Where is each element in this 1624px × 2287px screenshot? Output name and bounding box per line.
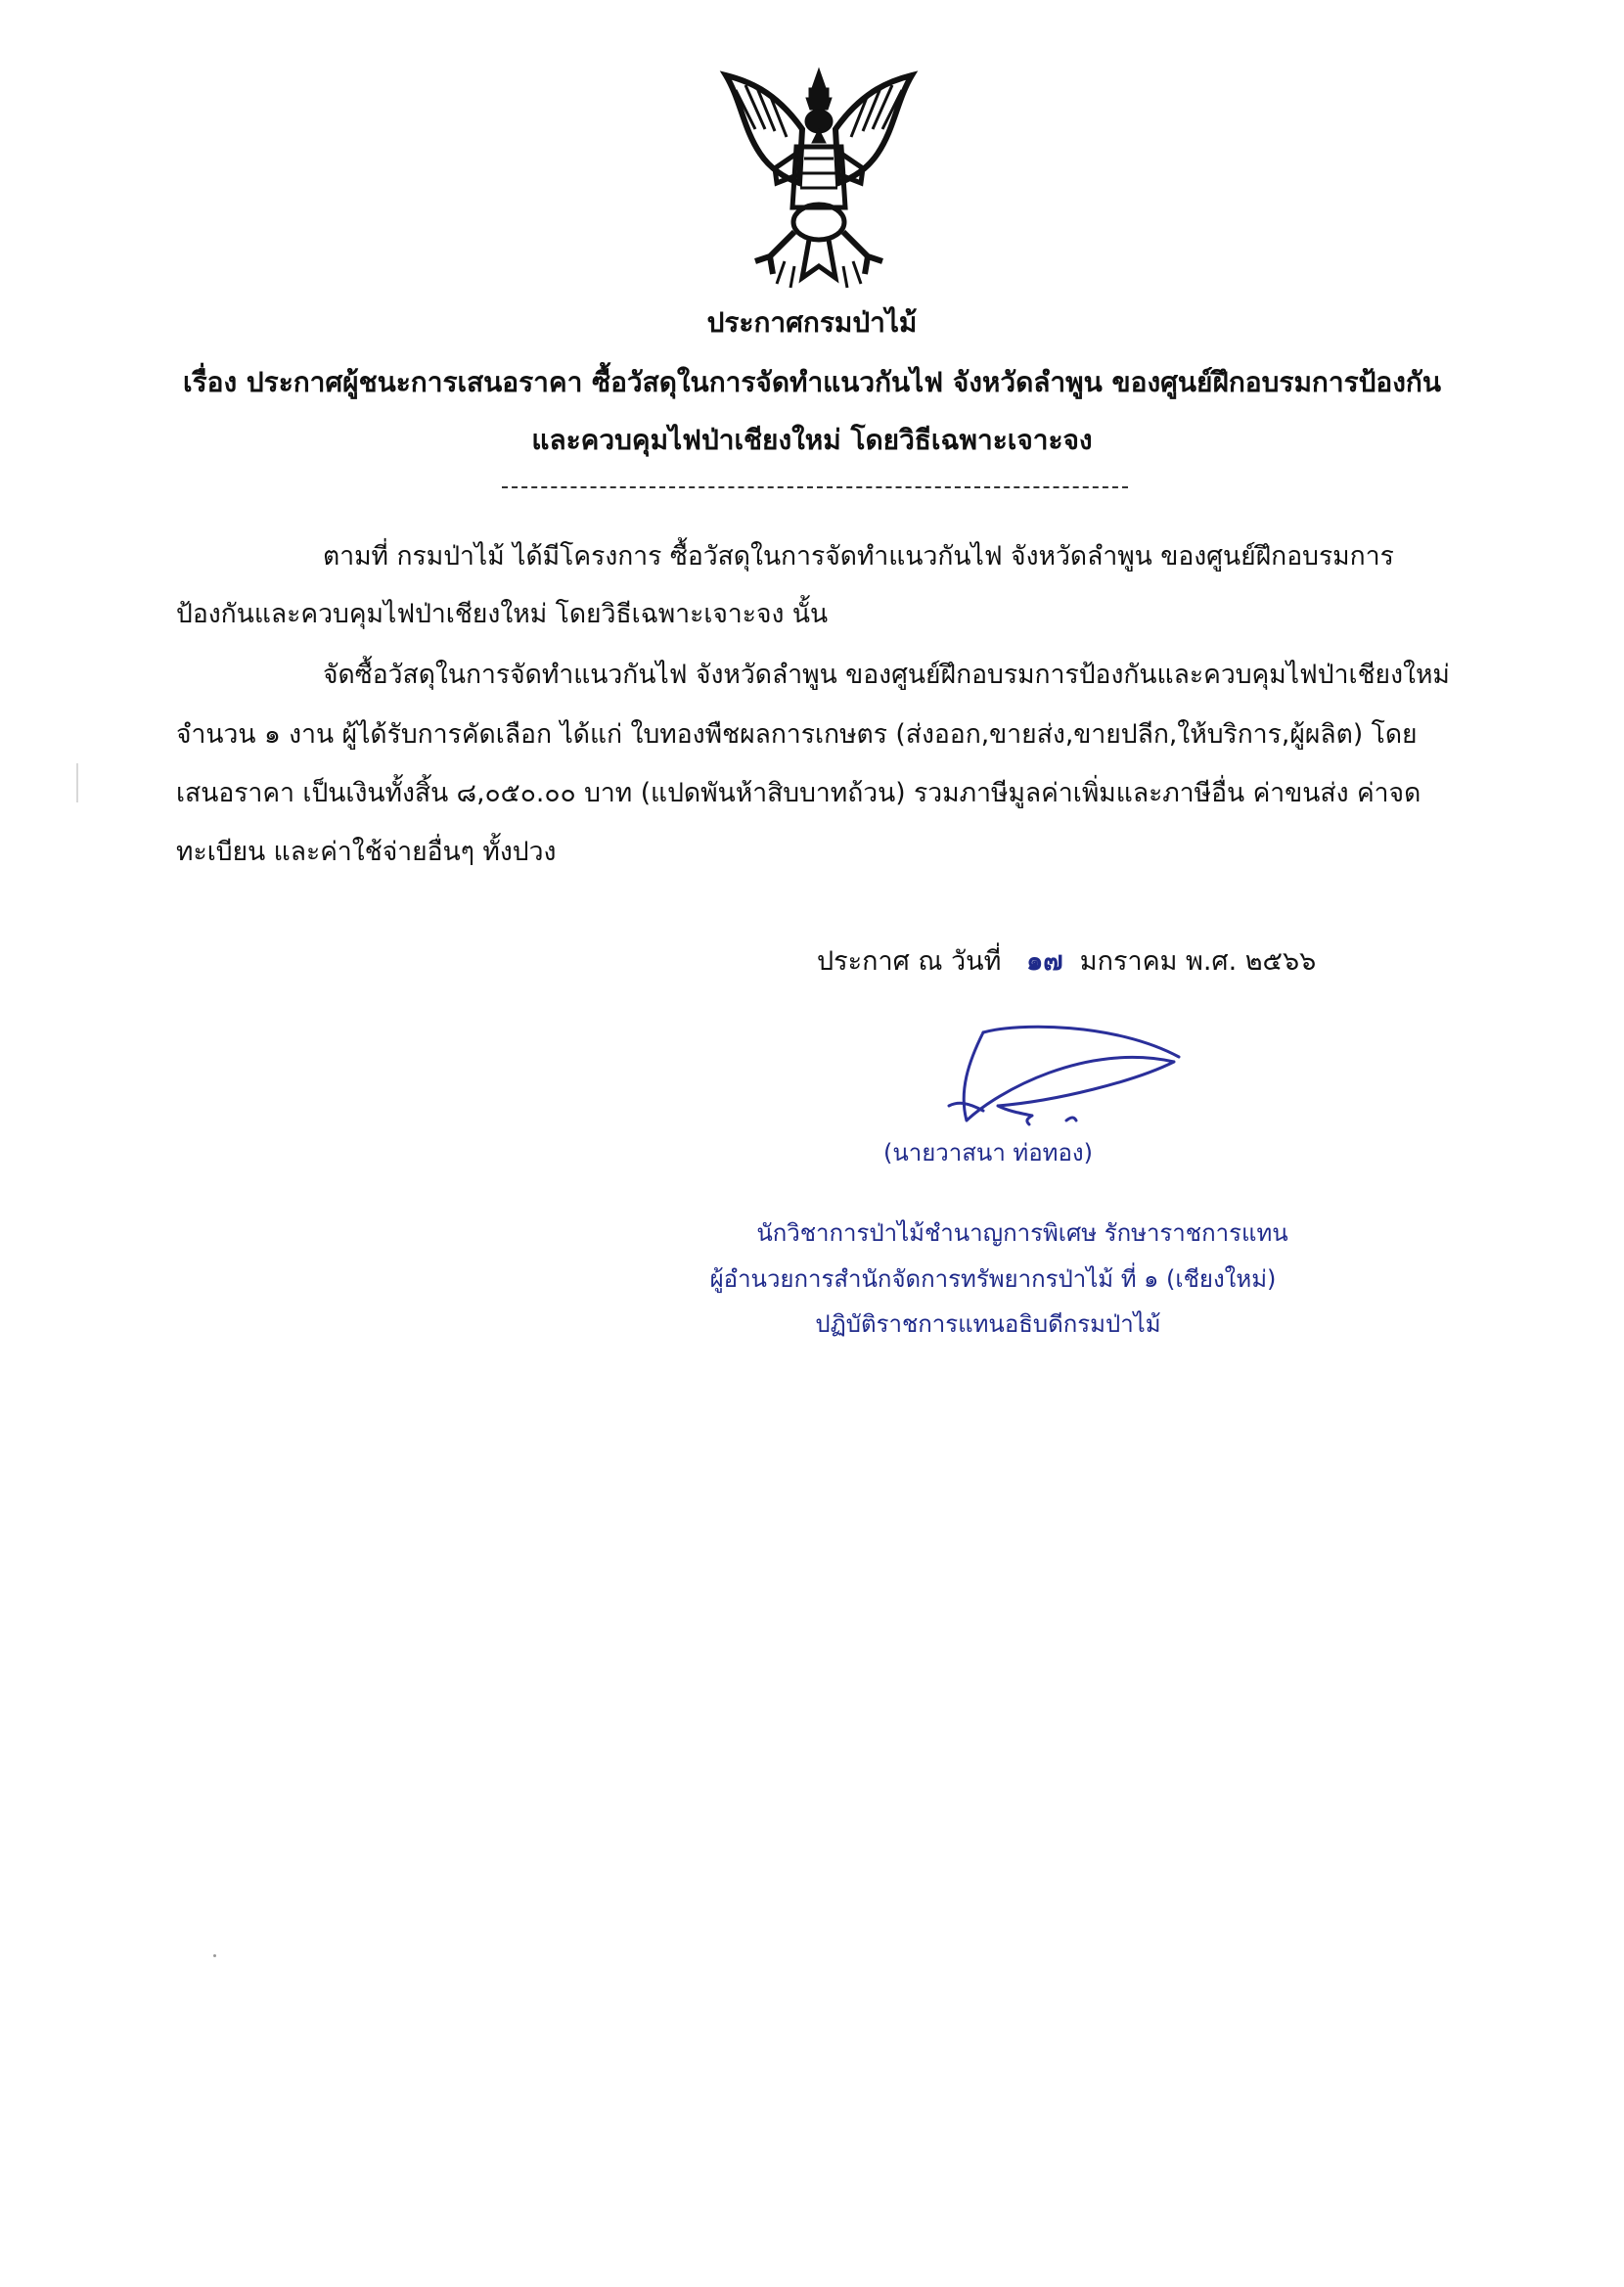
paragraph-1-line-1: ตามที่ กรมป่าไม้ ได้มีโครงการ ซื้อวัสดุในการจัดทำแนวกันไฟ จังหวัดลำพูน ของศูนย์ฝึกอบรมการ bbox=[323, 541, 1394, 572]
announcement-title: ประกาศกรมป่าไม้ bbox=[706, 306, 918, 339]
paragraph-1-line-2: ป้องกันและควบคุมไฟป่าเชียงใหม่ โดยวิธีเฉพาะเจาะจง นั้น bbox=[176, 599, 829, 629]
paragraph-2-line-2: จำนวน ๑ งาน ผู้ได้รับการคัดเลือก ได้แก่ ใบทองพืชผลการเกษตร (ส่งออก,ขายส่ง,ขายปลีก,ให้บริการ,ผู้ผลิต) โดย bbox=[176, 719, 1418, 750]
announcement-date bbox=[817, 939, 1316, 982]
announcement-subject-line-2: และควบคุมไฟป่าเชียงใหม่ โดยวิธีเฉพาะเจาะจง bbox=[531, 424, 1093, 456]
signatory-position-1: นักวิชาการป่าไม้ชำนาญการพิเศษ รักษาราชการแทน bbox=[756, 1219, 1288, 1247]
garuda-emblem-icon bbox=[716, 61, 922, 296]
date-month-year: มกราคม พ.ศ. ๒๕๖๖ bbox=[1079, 946, 1317, 977]
signatory-name: (นายวาสนา ท่อทอง) bbox=[883, 1139, 1093, 1166]
paragraph-2-line-4: ทะเบียน และค่าใช้จ่ายอื่นๆ ทั้งปวง bbox=[176, 837, 557, 867]
date-prefix: ประกาศ ณ วันที่ bbox=[817, 946, 1002, 977]
announcement-subject-line-1: เรื่อง ประกาศผู้ชนะการเสนอราคา ซื้อวัสดุในการจัดทำแนวกันไฟ จังหวัดลำพูน ของศูนย์ฝึกอบรมการป้องกัน bbox=[183, 366, 1441, 398]
signatory-position-3: ปฏิบัติราชการแทนอธิบดีกรมป่าไม้ bbox=[815, 1310, 1161, 1338]
date-day: ๑๗ bbox=[1026, 946, 1063, 977]
dashed-divider bbox=[502, 486, 1128, 488]
signatory-position-2: ผู้อำนวยการสำนักจัดการทรัพยากรป่าไม้ ที่ ๑ (เชียงใหม่) bbox=[709, 1265, 1277, 1293]
scan-dot bbox=[213, 1954, 216, 1957]
paragraph-2-line-1: จัดซื้อวัสดุในการจัดทำแนวกันไฟ จังหวัดลำพูน ของศูนย์ฝึกอบรมการป้องกันและควบคุมไฟป่าเชียงใหม่ bbox=[323, 660, 1450, 690]
handwritten-signature-icon bbox=[939, 1023, 1203, 1140]
paragraph-2-line-3: เสนอราคา เป็นเงินทั้งสิ้น ๘,๐๕๐.๐๐ บาท (แปดพันห้าสิบบาทถ้วน) รวมภาษีมูลค่าเพิ่มและภาษีอื่น ค่าขนส่ง ค่าจด bbox=[176, 778, 1421, 808]
scan-mark bbox=[76, 763, 78, 802]
